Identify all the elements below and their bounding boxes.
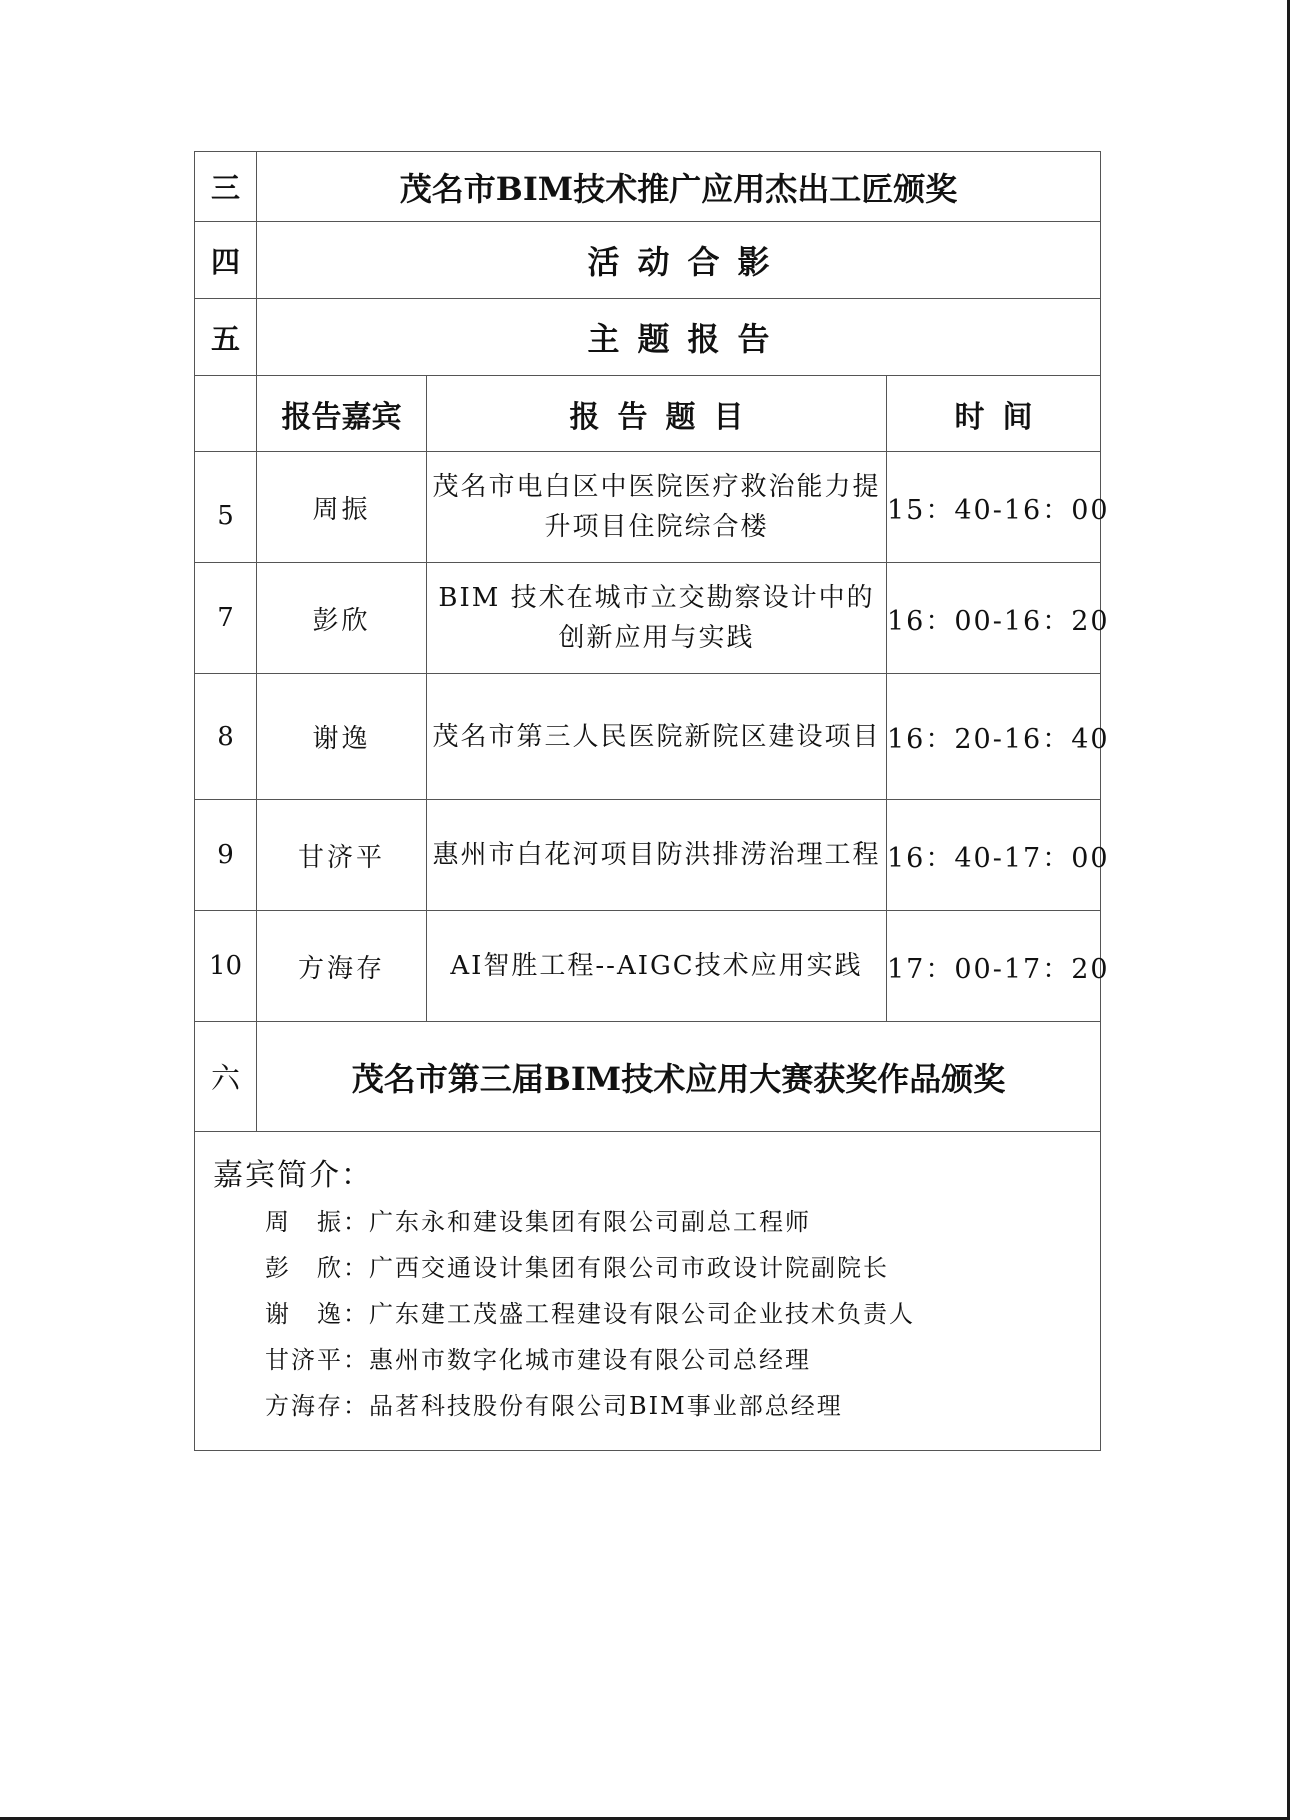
row-number: 8 xyxy=(195,674,257,800)
row-speaker: 方海存 xyxy=(257,911,427,1022)
guest-intro-cell xyxy=(195,1132,1101,1451)
row-number: 5 xyxy=(195,452,257,563)
guest-intro-line: 周 振：广东永和建设集团有限公司副总工程师 xyxy=(265,1208,811,1236)
section-row-5 xyxy=(195,299,1101,376)
guest-intro-line: 方海存：品茗科技股份有限公司BIM事业部总经理 xyxy=(265,1392,843,1420)
section-number: 六 xyxy=(195,1022,257,1132)
table-row xyxy=(195,800,1101,911)
header-blank xyxy=(195,376,257,452)
row-time: 16：40-17：00 xyxy=(887,800,1101,911)
section-title: 主题报告 xyxy=(257,299,1101,376)
row-speaker: 彭欣 xyxy=(257,563,427,674)
guest-intro-row xyxy=(195,1132,1101,1451)
header-time: 时间 xyxy=(887,376,1101,452)
header-topic: 报告题目 xyxy=(427,376,887,452)
row-speaker: 甘济平 xyxy=(257,800,427,911)
guest-intro-line: 谢 逸：广东建工茂盛工程建设有限公司企业技术负责人 xyxy=(265,1300,915,1328)
row-topic: BIM 技术在城市立交勘察设计中的创新应用与实践 xyxy=(427,563,887,674)
section-row-3 xyxy=(195,152,1101,222)
row-number: 10 xyxy=(195,911,257,1022)
row-number: 9 xyxy=(195,800,257,911)
row-time: 16：20-16：40 xyxy=(887,674,1101,800)
guest-intro-heading: 嘉宾简介： xyxy=(213,1158,373,1193)
table-row xyxy=(195,911,1101,1022)
table-row xyxy=(195,674,1101,800)
row-topic: AI智胜工程--AIGC技术应用实践 xyxy=(427,911,887,1022)
section-title: 茂名市第三届BIM技术应用大赛获奖作品颁奖 xyxy=(257,1022,1101,1132)
row-topic: 惠州市白花河项目防洪排涝治理工程 xyxy=(427,800,887,911)
section-number: 四 xyxy=(195,222,257,299)
row-time: 16：00-16：20 xyxy=(887,563,1101,674)
agenda-table xyxy=(194,151,1110,1451)
section-row-6 xyxy=(195,1022,1101,1132)
section-number: 三 xyxy=(195,152,257,222)
section-number: 五 xyxy=(195,299,257,376)
row-topic: 茂名市第三人民医院新院区建设项目 xyxy=(427,674,887,800)
row-number: 7 xyxy=(195,563,257,674)
row-topic: 茂名市电白区中医院医疗救治能力提升项目住院综合楼 xyxy=(427,452,887,563)
row-time: 17：00-17：20 xyxy=(887,911,1101,1022)
row-speaker: 谢逸 xyxy=(257,674,427,800)
section-row-4 xyxy=(195,222,1101,299)
section-title: 活动合影 xyxy=(257,222,1101,299)
table-row xyxy=(195,452,1101,563)
report-header-row xyxy=(195,376,1101,452)
guest-intro-line: 甘济平：惠州市数字化城市建设有限公司总经理 xyxy=(265,1346,811,1374)
row-time: 15：40-16：00 xyxy=(887,452,1101,563)
section-title: 茂名市BIM技术推广应用杰出工匠颁奖 xyxy=(257,152,1101,222)
table-row xyxy=(195,563,1101,674)
header-speaker: 报告嘉宾 xyxy=(257,376,427,452)
row-speaker: 周振 xyxy=(257,452,427,563)
guest-intro-line: 彭 欣：广西交通设计集团有限公司市政设计院副院长 xyxy=(265,1254,889,1282)
